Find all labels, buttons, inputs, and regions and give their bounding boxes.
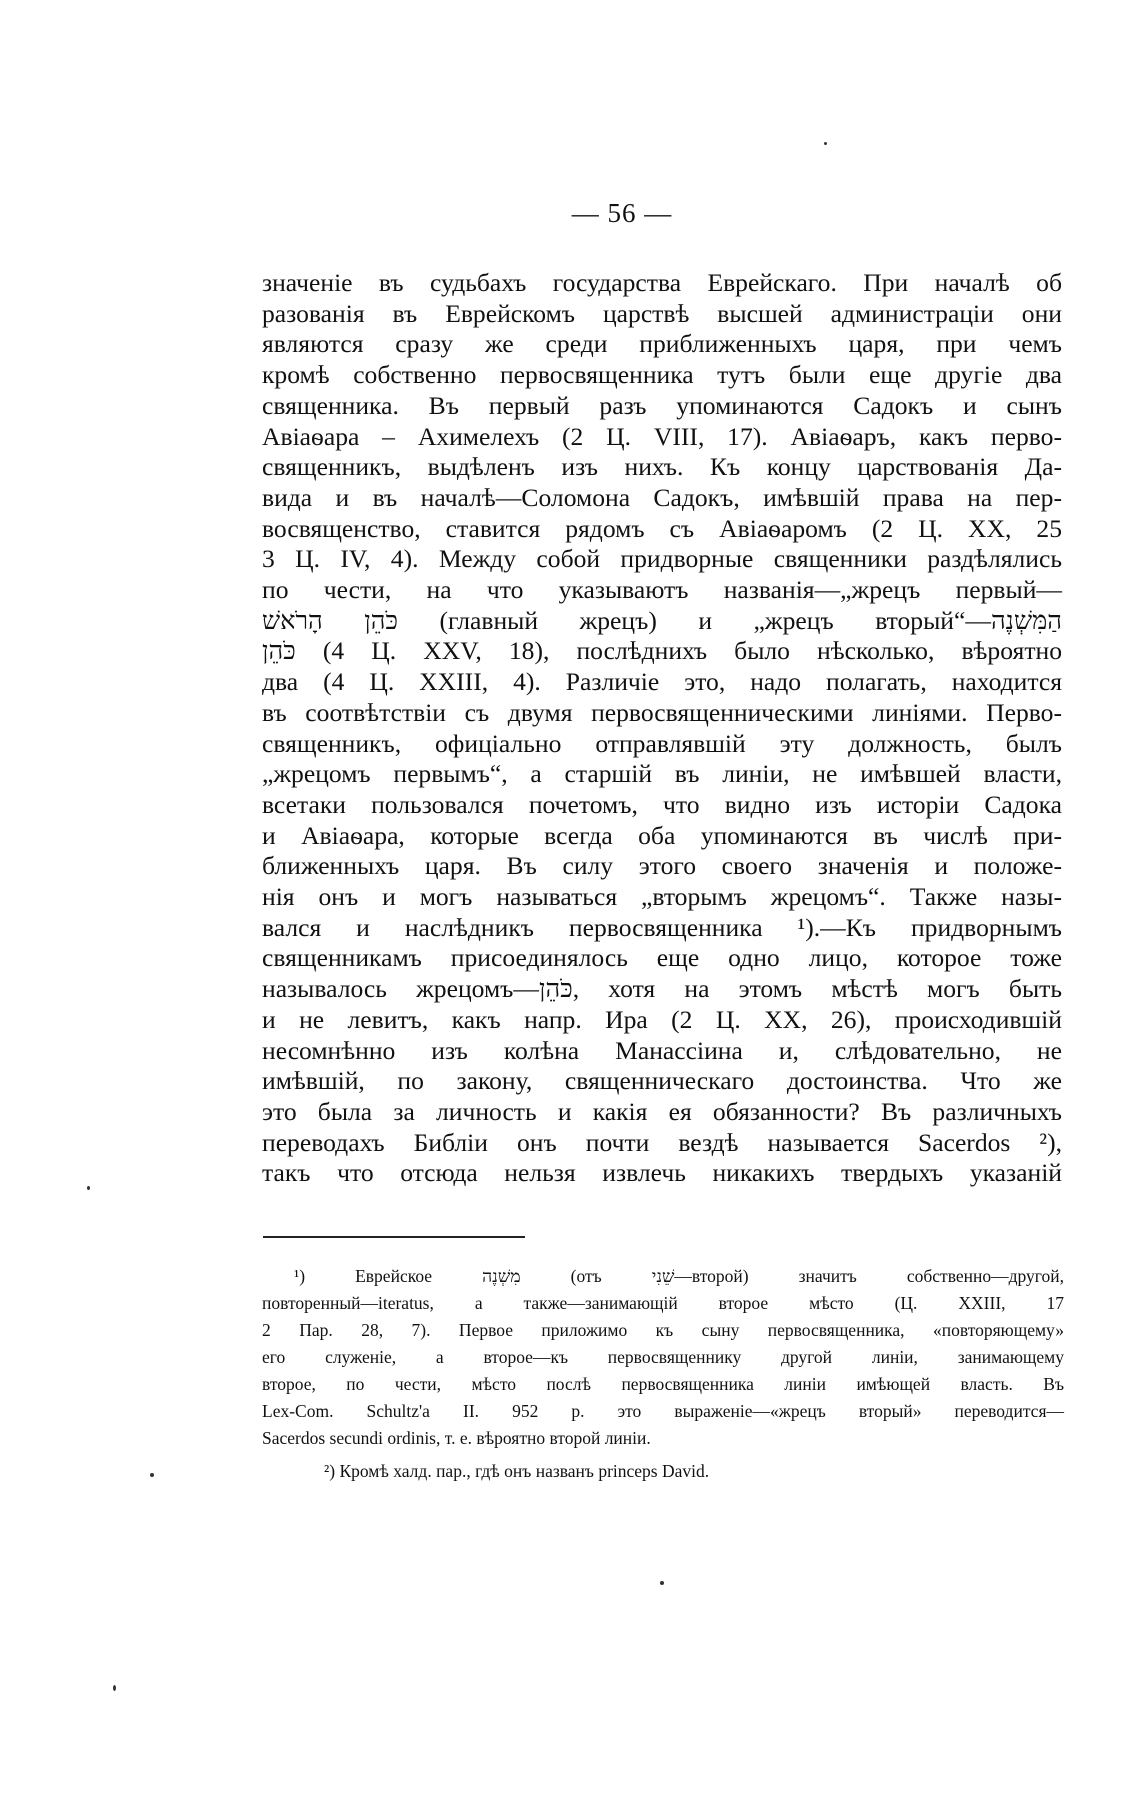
text-line: Авіаѳара – Ахимелехъ (2 Ц. VIII, 17). Авіаѳаръ, какъ перво- — [262, 421, 1062, 451]
text-line: вида и въ началѣ—Соломона Садокъ, имѣвшій права на пер- — [262, 482, 1062, 512]
footnote-1-line: Sacerdos secundi ordinis, т. е. вѣроятно второй линіи. — [262, 1428, 651, 1448]
text-line: вался и наслѣдникъ первосвященника ¹).—Къ придворнымъ — [262, 912, 1062, 942]
text-line: это была за личность и какія ея обязанности? Въ различныхъ — [262, 1096, 1062, 1126]
text-line: переводахъ Библіи онъ почти вездѣ называется Sacerdos ²), — [262, 1127, 1062, 1157]
text-line: разованія въ Еврейскомъ царствѣ высшей администраціи они — [262, 298, 1062, 328]
text-line: по чести, на что указываютъ названія—„жрецъ первый— — [262, 575, 1062, 605]
footnote-1-line: Lex-Com. Schultz'a II. 952 р. это выраженіе—«жрецъ вторый» переводится— — [262, 1401, 1064, 1421]
scan-speck — [660, 1581, 664, 1585]
text-line: священникамъ присоединялось еще одно лицо, которое тоже — [262, 943, 1062, 973]
footnote-separator — [263, 1236, 525, 1238]
text-line: 3 Ц. IV, 4). Между собой придворные священники раздѣлялись — [262, 544, 1062, 574]
text-line: и не левитъ, какъ напр. Ира (2 Ц. XX, 26), происходившій — [262, 1004, 1062, 1034]
text-line: и Авіаѳара, которые всегда оба упоминаются въ числѣ при- — [262, 820, 1062, 850]
text-line: священникъ, выдѣленъ изъ нихъ. Къ концу царствованія Да- — [262, 452, 1062, 482]
text-line: священникъ, офиціально отправлявшій эту должность, былъ — [262, 728, 1062, 758]
page-number: — 56 — — [571, 198, 673, 228]
text-line: имѣвшій, по закону, священническаго достоинства. Что же — [262, 1066, 1062, 1096]
text-line: такъ что отсюда нельзя извлечь никакихъ твердыхъ указаній — [262, 1158, 1062, 1188]
text-line: кромѣ собственно первосвященника тутъ были еще другіе два — [262, 360, 1062, 390]
text-line: въ соотвѣтствіи съ двумя первосвященническими линіями. Перво- — [262, 697, 1062, 727]
footnote-2: ²) Кромѣ халд. пар., гдѣ онъ названъ princeps David. — [324, 1461, 710, 1481]
text-line: восвященство, ставится рядомъ съ Авіаѳаромъ (2 Ц. XX, 25 — [262, 513, 1062, 543]
scan-speck — [150, 1473, 154, 1477]
footnote-1-line: 2 Пар. 28, 7). Первое приложимо къ сыну первосвященника, «повторяющему» — [262, 1320, 1064, 1340]
scan-speck — [113, 1685, 116, 1691]
text-line: несомнѣнно изъ колѣна Манассіина и, слѣдовательно, не — [262, 1035, 1062, 1065]
text-line: называлось жрецомъ—כֹּהֵן, хотя на этомъ мѣстѣ могъ быть — [262, 974, 1062, 1004]
footnote-1-line: его служеніе, а второе—къ первосвященнику другой линіи, занимающему — [262, 1347, 1064, 1367]
footnotes-block — [262, 1263, 1064, 1485]
text-line: всетаки пользовался почетомъ, что видно изъ исторіи Садока — [262, 789, 1062, 819]
text-line: значеніе въ судьбахъ государства Еврейскаго. При началѣ об — [262, 268, 1062, 297]
footnote-1-line: второе, по чести, мѣсто послѣ первосвященника линіи имѣющей власть. Въ — [262, 1374, 1064, 1394]
text-line: ближенныхъ царя. Въ силу этого своего значенія и положе- — [262, 851, 1062, 881]
text-line: нія онъ и могъ называться „вторымъ жрецомъ“. Также назы- — [262, 882, 1062, 912]
footnote-1-line: ¹) Еврейское מִשְׁנֶה (отъ שֵׁנִי—второй) значитъ собственно—другой, — [294, 1266, 1065, 1286]
text-line: „жрецомъ первымъ“, а старшій въ линіи, не имѣвшей власти, — [262, 759, 1062, 789]
scan-speck — [824, 142, 827, 145]
scan-speck — [87, 1186, 90, 1190]
text-line: כֹּהֵן (4 Ц. XXV, 18), послѣднихъ было нѣсколько, вѣроятно — [262, 636, 1062, 666]
text-line: כֹּהֵן הָרֹאשׁ (главный жрецъ) и „жрецъ вторый“—הַמִּשְׁנֶה — [262, 605, 1062, 635]
text-line: являются сразу же среди приближенныхъ царя, при чемъ — [262, 329, 1062, 359]
footnote-1-line: повторенный—iteratus, а также—занимающій второе мѣсто (Ц. XXIII, 17 — [262, 1293, 1064, 1313]
text-line: священника. Въ первый разъ упоминаются Садокъ и сынъ — [262, 390, 1062, 420]
main-text-block — [262, 268, 1062, 1189]
text-line: два (4 Ц. XXIII, 4). Различіе это, надо полагать, находится — [262, 667, 1062, 697]
